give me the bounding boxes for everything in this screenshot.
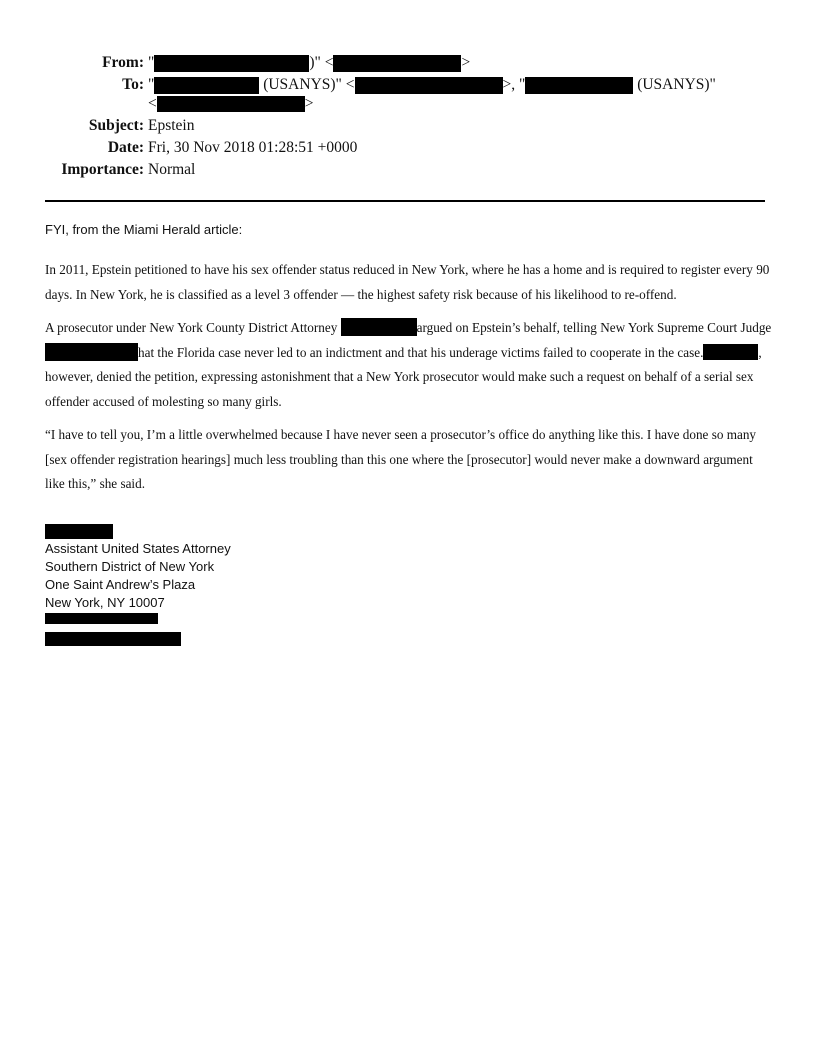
to-label: To: xyxy=(122,76,144,93)
date-value: Fri, 30 Nov 2018 01:28:51 +0000 xyxy=(148,139,358,156)
paragraph-2-part-d: , however, denied the petition, expressing astonishment that a New York prosecutor would make such a request on behalf of a serial sex offender accused of molesting so many girls. xyxy=(45,344,762,409)
date-row xyxy=(0,138,816,158)
subject-row xyxy=(0,116,816,136)
to-row-continued xyxy=(0,94,816,114)
redaction xyxy=(341,318,417,336)
paragraph-2 xyxy=(45,316,773,414)
redaction xyxy=(157,96,305,112)
to-bracket-open: < xyxy=(148,95,157,112)
subject-label: Subject: xyxy=(88,117,144,134)
signature-title: Assistant United States Attorney xyxy=(45,541,231,556)
importance-row xyxy=(0,160,816,180)
redaction xyxy=(45,343,138,361)
from-label: From: xyxy=(102,54,144,71)
from-value xyxy=(148,53,470,73)
signature-office: Southern District of New York xyxy=(45,559,215,574)
to-bracket-close: > xyxy=(304,95,314,112)
from-row xyxy=(0,53,816,73)
to-quote: " xyxy=(148,76,155,93)
signature-address-line-2: New York, NY 10007 xyxy=(45,595,165,610)
to-value-continued xyxy=(148,94,314,114)
to-agency-2: (USANYS)" xyxy=(633,76,716,93)
signature-block xyxy=(45,540,231,612)
redaction xyxy=(333,55,461,72)
to-separator: >, " xyxy=(502,76,526,93)
date-label: Date: xyxy=(107,139,144,156)
redaction xyxy=(525,77,633,94)
to-value xyxy=(148,75,716,95)
paragraph-1: In 2011, Epstein petitioned to have his sex offender status reduced in New York, where he has a home and is required to register every 90 days. In New York, he is classified as a level 3 offender — the highest safety risk because of his likelihood to re-offend. xyxy=(45,262,770,302)
intro-line: FYI, from the Miami Herald article: xyxy=(45,222,243,237)
redaction xyxy=(154,55,309,72)
signature-email-redaction xyxy=(45,632,181,646)
paragraph-2-part-b: argued on Epstein’s behalf, telling New York Supreme Court Judge xyxy=(416,320,772,335)
redaction xyxy=(154,77,259,94)
from-bracket: > xyxy=(461,54,471,71)
from-quote: " xyxy=(148,54,155,71)
to-agency-1: (USANYS)" < xyxy=(259,76,355,93)
redaction xyxy=(703,344,758,360)
importance-value: Normal xyxy=(148,161,196,178)
subject-value: Epstein xyxy=(148,117,195,134)
from-separator: )" < xyxy=(309,54,334,71)
redaction xyxy=(355,77,503,94)
paragraph-3: “I have to tell you, I’m a little overwhelmed because I have never seen a prosecutor’s office do anything like this. I have done so many [sex offender registration hearings] much less troubling than this one where the [prosecutor] would never make a downward argument like this,” she said. xyxy=(45,427,757,491)
signature-phone-redaction xyxy=(45,613,158,624)
header-divider xyxy=(45,200,765,202)
signature-name-redaction xyxy=(45,524,113,539)
signature-address-line-1: One Saint Andrew’s Plaza xyxy=(45,577,196,592)
paragraph-2-part-c: hat the Florida case never led to an indictment and that his underage victims failed to cooperate in the case. xyxy=(138,344,704,360)
paragraph-2-part-a: A prosecutor under New York County District Attorney xyxy=(45,320,341,335)
importance-label: Importance: xyxy=(61,161,144,178)
to-row xyxy=(0,75,816,95)
